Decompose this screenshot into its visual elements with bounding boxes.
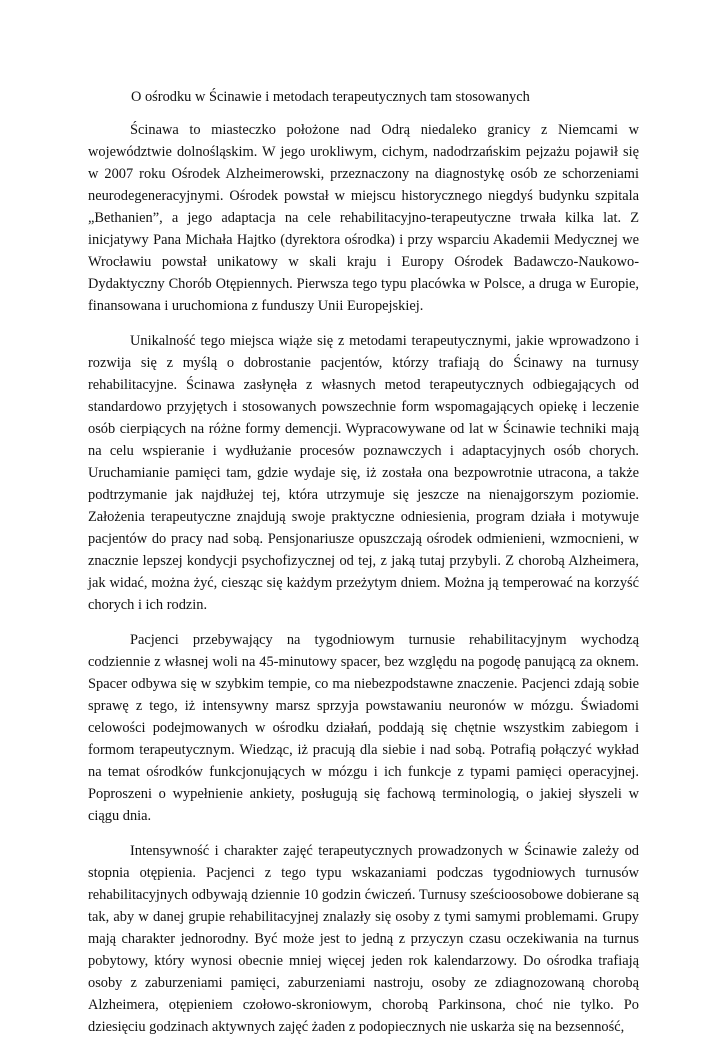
paragraph-methods: Unikalność tego miejsca wiąże się z metodami terapeutycznymi, jakie wprowadzono i rozwija się z myślą o dobrostanie pacjentów, którzy trafiają do Ścinawy na turnusy rehabilitacyjne. Ścinawa zasłynęła z własnych metod terapeutycznych odbiegających od standardowo przyjętych i stosowanych powszechnie form wspomagających opiekę i leczenie osób cierpiących na różne formy demencji. Wypracowywane od lat w Ścinawie techniki mają na celu wspieranie i wydłużanie procesów poznawczych i adaptacyjnych osób chorych. Uruchamianie pamięci tam, gdzie wydaje się, iż została ona bezpowrotnie utracona, a także podtrzymanie jak najdłużej tej, która utrzymuje się jeszcze na nienajgorszym poziomie. Założenia terapeutyczne znajdują swoje praktyczne odniesienia, program działa i motywuje pacjentów do pracy nad sobą. Pensjonariusze opuszczają ośrodek odmienieni, wzmocnieni, w znacznie lepszej kondycji psychofizycznej od tej, z jaką tutaj przybyli. Z chorobą Alzheimera, jak widać, można żyć, ciesząc się każdym przeżytym dniem. Można ją temperować na korzyść chorych i ich rodzin. — [88, 333, 639, 613]
document-title: O ośrodku w Ścinawie i metodach terapeutycznych tam stosowanych — [131, 89, 530, 105]
paragraph-intro: Ścinawa to miasteczko położone nad Odrą niedaleko granicy z Niemcami w województwie dolnośląskim. W jego urokliwym, cichym, nadodrzańskim pejzażu pojawił się w 2007 roku Ośrodek Alzheimerowski, przeznaczony na diagnostykę osób ze schorzeniami neurodegeneracyjnymi. Ośrodek powstał w miejscu historycznego niegdyś budynku szpitala „Bethanien”, a jego adaptacja na cele rehabilitacyjno-terapeutyczne trwała kilka lat. Z inicjatywy Pana Michała Hajtko (dyrektora ośrodka) i przy wsparciu Akademii Medycznej we Wrocławiu powstał unikatowy w skali kraju i Europy Ośrodek Badawczo-Naukowo-Dydaktyczny Chorób Otępiennych. Pierwsza tego typu placówka w Polsce, a druga w Europie, finansowana i uruchomiona z funduszy Unii Europejskiej. — [88, 122, 639, 314]
document-body — [88, 119, 639, 1051]
paragraph-intensity: Intensywność i charakter zajęć terapeutycznych prowadzonych w Ścinawie zależy od stopnia otępienia. Pacjenci z tego typu wskazaniami podczas tygodniowych turnusów rehabilitacyjnych odbywają dziennie 10 godzin ćwiczeń. Turnusy sześcioosobowe dobierane są tak, aby w danej grupie rehabilitacyjnej znalazły się osoby z tymi samymi problemami. Grupy mają charakter jednorodny. Być może jest to jedną z przyczyn czasu oczekiwania na turnus pobytowy, który wynosi obecnie mniej więcej jeden rok kalendarzowy. Do ośrodka trafiają osoby z zaburzeniami pamięci, zaburzeniami nastroju, osoby ze zdiagnozowaną chorobą Alzheimera, otępieniem czołowo-skroniowym, chorobą Parkinsona, choć nie tylko. Po dziesięciu godzinach aktywnych zajęć żaden z podopiecznych nie uskarża się na bezsenność, — [88, 843, 639, 1035]
paragraph-walks: Pacjenci przebywający na tygodniowym turnusie rehabilitacyjnym wychodzą codziennie z własnej woli na 45-minutowy spacer, bez względu na pogodę panującą za oknem. Spacer odbywa się w szybkim tempie, co ma niebezpodstawne znaczenie. Pacjenci zdają sobie sprawę z tego, iż intensywny marsz sprzyja powstawaniu neuronów w mózgu. Świadomi celowości podejmowanych w ośrodku działań, poddają się chętnie wszystkim zabiegom i formom terapeutycznym. Wiedząc, iż pracują dla siebie i nad sobą. Potrafią połączyć wykład na temat ośrodków funkcjonujących w mózgu i ich funkcje z typami pamięci operacyjnej. Poproszeni o wypełnienie ankiety, posługują się fachową terminologią, o jakiej słyszeli w ciągu dnia. — [88, 632, 639, 824]
